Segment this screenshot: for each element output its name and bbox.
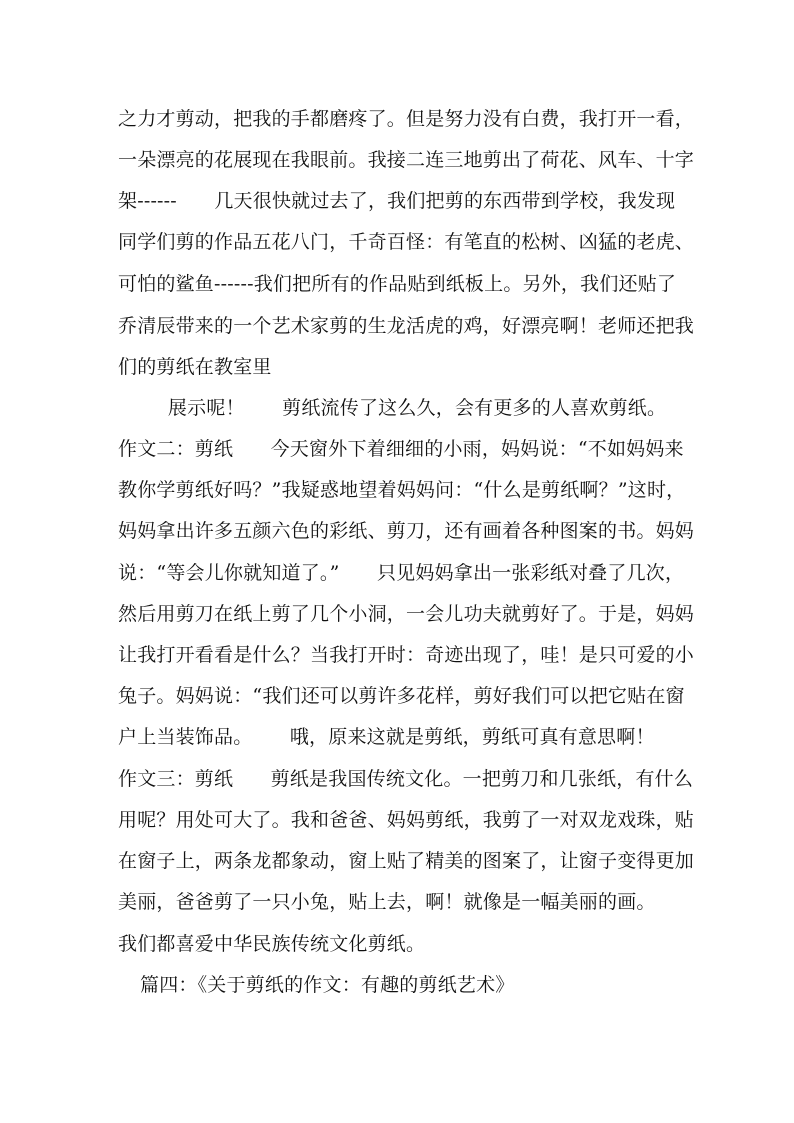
body-line: 在窗子上，两条龙都象动，窗上贴了精美的图案了，让窗子变得更加 (118, 850, 695, 872)
body-line: 我们都喜爱中华民族传统文化剪纸。 (118, 933, 426, 955)
body-line: 作文二：剪纸 今天窗外下着细细的小雨，妈妈说：“不如妈妈来 (118, 438, 684, 460)
body-line: 教你学剪纸好吗？”我疑惑地望着妈妈问：“什么是剪纸啊？”这时， (118, 479, 686, 501)
body-line: 美丽，爸爸剪了一只小兔，贴上去，啊！就像是一幅美丽的画。 (118, 891, 656, 913)
body-line: 兔子。妈妈说：“我们还可以剪许多花样，剪好我们可以把它贴在窗 (118, 685, 685, 707)
body-line: 乔清辰带来的一个艺术家剪的生龙活虎的鸡，好漂亮啊！老师还把我 (118, 315, 695, 337)
body-line: 可怕的鲨鱼------我们把所有的作品贴到纸板上。另外，我们还贴了 (118, 273, 677, 295)
body-line: 让我打开看看是什么？当我打开时：奇迹出现了，哇！是只可爱的小 (118, 644, 695, 666)
body-line: 妈妈拿出许多五颜六色的彩纸、剪刀，还有画着各种图案的书。妈妈 (118, 520, 695, 542)
body-line: 作文三：剪纸 剪纸是我国传统文化。一把剪刀和几张纸，有什么 (118, 768, 694, 790)
body-line: 然后用剪刀在纸上剪了几个小洞，一会儿功夫就剪好了。于是，妈妈 (118, 603, 695, 625)
body-line: 架------ 几天很快就过去了，我们把剪的东西带到学校，我发现 (118, 190, 676, 212)
body-line: 展示呢！ 剪纸流传了这么久，会有更多的人喜欢剪纸。 (118, 397, 667, 419)
body-line: 一朵漂亮的花展现在我眼前。我接二连三地剪出了荷花、风车、十字 (118, 149, 695, 171)
body-line: 用呢？用处可大了。我和爸爸、妈妈剪纸，我剪了一对双龙戏珠，贴 (118, 809, 695, 831)
body-line: 同学们剪的作品五花八门，千奇百怪：有笔直的松树、凶猛的老虎、 (118, 231, 695, 253)
body-line: 们的剪纸在教室里 (118, 356, 272, 378)
body-line: 户上当装饰品。 哦，原来这就是剪纸，剪纸可真有意思啊！ (118, 726, 655, 748)
body-line: 之力才剪动，把我的手都磨疼了。但是努力没有白费，我打开一看， (118, 108, 695, 130)
body-line: 说：“等会儿你就知道了。” 只见妈妈拿出一张彩纸对叠了几次， (118, 562, 685, 584)
section-heading: 篇四：《关于剪纸的作文：有趣的剪纸艺术》 (140, 974, 515, 996)
